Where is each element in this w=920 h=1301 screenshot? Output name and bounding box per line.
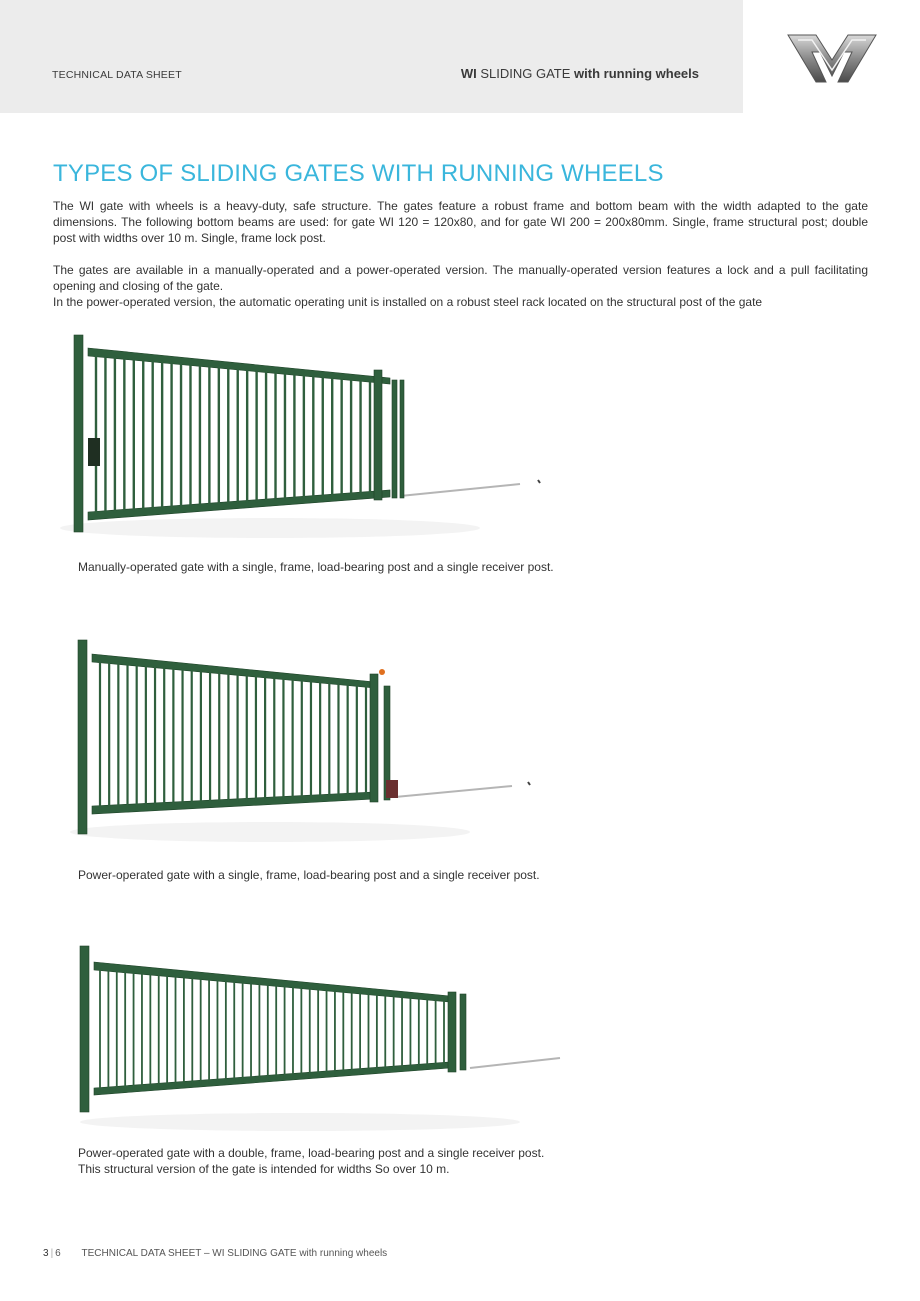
gate-caption-manual: Manually-operated gate with a single, frame, load-bearing post and a single receiver post. bbox=[78, 560, 554, 574]
gate-image-manual bbox=[40, 330, 580, 550]
product-title bbox=[461, 66, 699, 81]
product-title-prefix: WI bbox=[460, 66, 477, 81]
section-title: TYPES OF SLIDING GATES WITH RUNNING WHEELS bbox=[53, 160, 664, 187]
gate-caption-power-single: Power-operated gate with a single, frame, load-bearing post and a single receiver post. bbox=[78, 868, 540, 882]
page-footer bbox=[43, 1248, 387, 1259]
power-single-gate-illustration bbox=[40, 634, 580, 854]
power-double-gate-illustration bbox=[40, 940, 580, 1140]
page-current: 3 bbox=[43, 1248, 49, 1259]
intro-text bbox=[53, 198, 868, 310]
footer-text: TECHNICAL DATA SHEET – WI SLIDING GATE with running wheels bbox=[81, 1248, 388, 1259]
intro-paragraph: In the power-operated version, the automatic operating unit is installed on a robust steel rack located on the structural post of the gate bbox=[53, 295, 763, 309]
manual-gate-illustration bbox=[40, 330, 580, 550]
product-title-suffix: with running wheels bbox=[574, 66, 699, 81]
header-band bbox=[0, 0, 743, 113]
caption-line: This structural version of the gate is intended for widths So over 10 m. bbox=[78, 1162, 450, 1176]
wi-w-logo-icon bbox=[786, 32, 878, 84]
page-total: 6 bbox=[55, 1248, 61, 1259]
intro-paragraph: The WI gate with wheels is a heavy-duty, safe structure. The gates feature a robust frame and bottom beam with the width adapted to the gate dimensions. The following bottom beams are used: for gate WI 120 = 120x80, and for gate WI 200 = 200x80mm. Single, frame structural post; double post with widths over 10 m. Single, frame lock post. bbox=[53, 199, 868, 245]
gate-image-power-single bbox=[40, 634, 580, 854]
product-title-middle: SLIDING GATE bbox=[480, 66, 571, 81]
gate-caption-power-double bbox=[78, 1145, 544, 1177]
gate-image-power-double bbox=[40, 940, 580, 1140]
doc-type-label: TECHNICAL DATA SHEET bbox=[52, 69, 182, 81]
caption-line: Power-operated gate with a double, frame, load-bearing post and a single receiver post. bbox=[78, 1146, 545, 1160]
page-separator: | bbox=[50, 1248, 54, 1259]
intro-paragraph: The gates are available in a manually-operated and a power-operated version. The manually-operated version features a lock and a pull facilitating opening and closing of the gate. bbox=[53, 263, 868, 293]
